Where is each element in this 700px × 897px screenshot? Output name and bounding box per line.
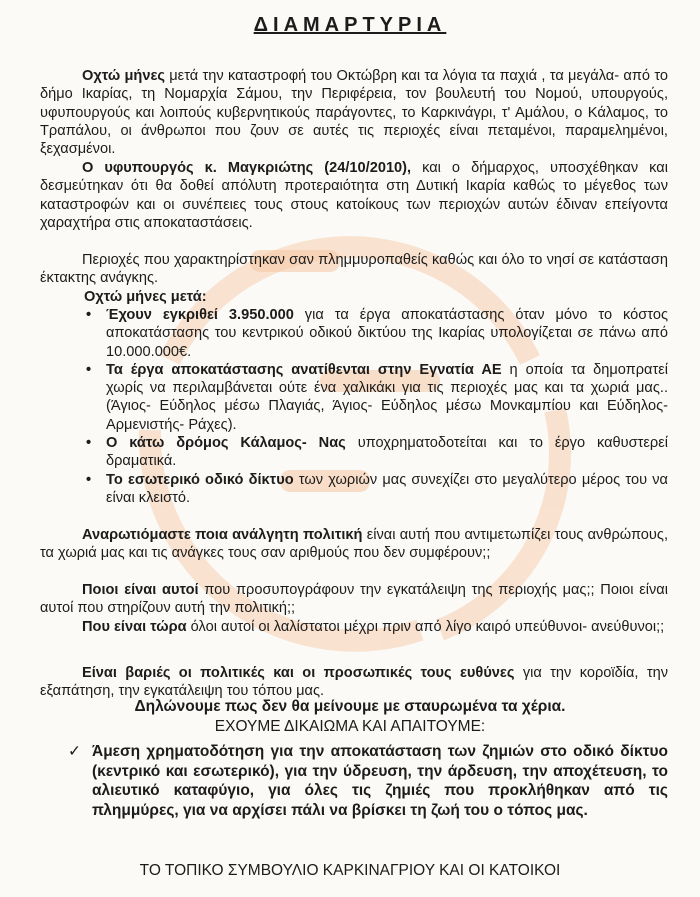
demand-text: Άμεση χρηματοδότηση για την αποκατάσταση των ζημιών στο οδικό δίκτυο (κεντρικό και εσωτερικό), για την ύδρευση, την άρδευση, την αποχέτευση, το αλιευτικό καταφύγιο, για όλες τις ζημιές που προκλήθηκαν από τις πλημμύρες, για να αρχίσει πάλι να βρίσκει τη ζωή του ο τόπος μας. [92, 743, 668, 819]
question-who-text: που προσυπογράφουν την εγκατάλειψη της περιοχής μας;; Ποιοι είναι αυτοί που στηρίζουν αυτή την πολιτική;; [40, 582, 668, 617]
bullet-marker: • [86, 471, 92, 488]
bullet-marker: • [86, 361, 92, 378]
paragraph-intro [40, 67, 668, 158]
question-who-bold: Ποιοι είναι αυτοί [82, 582, 199, 598]
bullet-text: για τα έργα αποκατάστασης όταν μόνο το κόστος αποκατάστασης του κεντρικού οδικού δικτύου της Ικαρίας υπολογίζεται σε πάνω από 10.000.000€. [106, 307, 668, 360]
subheading-eight-months: Οχτώ μήνες μετά: [84, 289, 207, 305]
question-where-bold: Που είναι τώρα [82, 619, 187, 635]
undersecretary-lead: Ο υφυπουργός κ. Μαγκριώτης (24/10/2010), [82, 160, 412, 176]
bullet-marker: • [86, 435, 92, 452]
question-where-text: όλοι αυτοί οι λαλίστατοι μέχρι πριν από λίγο καιρό υπεύθυνοι- ανεύθυνοι;; [186, 619, 665, 635]
paragraph-question-who [40, 581, 668, 618]
responsibility-text: για την κοροϊδία, την εξαπάτηση, την εγκατάλειψη του τόπου μας. [40, 665, 669, 700]
bullet-bold: Το εσωτερικό οδικό δίκτυο [106, 471, 294, 488]
list-item [86, 434, 668, 471]
checkmark-icon: ✓ [68, 743, 81, 760]
bullet-bold: Έχουν εγκριθεί 3.950.000 [106, 307, 294, 323]
bullet-marker: • [86, 307, 92, 323]
responsibility-bold: Είναι βαριές οι πολιτικές και οι προσωπικές τους ευθύνες [82, 665, 515, 681]
bullet-bold: Τα έργα αποκατάστασης ανατίθενται στην Εγνατία ΑΕ [106, 361, 502, 378]
demand-item [68, 742, 668, 820]
question-policy-text: είναι αυτή που αντιμετωπίζει τους ανθρώπους, τα χωριά μας και τις ανάγκες τους σαν αριθμούς που δεν συμφέρουν;; [40, 527, 668, 562]
bullet-text: η οποία τα δημοπρατεί χωρίς να περιλαμβάνεται ούτε ένα χαλικάκι για τις περιοχές μας και τα χωριά μας.. (Άγιος- Εύδηλος μέσω Πλαγιάς, Άγιος- Εύδηλος μέσω Μονκαμπίου και Εύδηλος- Αρμενιστής- Ράχες). [106, 361, 668, 433]
list-item [86, 306, 668, 361]
bullet-text: υποχρηματοδοτείται και το έργο καθυστερεί δραματικά. [106, 435, 668, 470]
question-policy-bold: Αναρωτιόμαστε ποια ανάλγητη πολιτική [82, 527, 363, 543]
undersecretary-text: και ο δήμαρχος, υποσχέθηκαν και δεσμεύτηκαν ότι θα δοθεί απόλυτη προτεραιότητα στη Δυτική Ικαρία καθώς το μέγεθος των καταστροφών και οι συνέπειες τους στους κατοίκους των περιοχών αυτών έδιναν επείγοντα χαραχτήρα στις αποκαταστάσεις. [40, 160, 668, 231]
document-title: ΔΙΑΜΑΡΤΥΡΙΑ [253, 14, 447, 36]
paragraph-responsibility [40, 664, 668, 701]
signature: ΤΟ ΤΟΠΙΚΟ ΣΥΜΒΟΥΛΙΟ ΚΑΡΚΙΝΑΓΡΙΟΥ ΚΑΙ ΟΙ ΚΑΤΟΙΚΟΙ [139, 862, 561, 879]
paragraph-question-policy [40, 526, 668, 563]
list-item [86, 361, 668, 434]
bullet-bold: Ο κάτω δρόμος Κάλαμος- Νας [106, 435, 346, 452]
paragraph-undersecretary [40, 159, 668, 232]
paragraph-question-where [40, 618, 668, 636]
bullet-text: των χωριών μας συνεχίζει στο μεγαλύτερο μέρος του να είναι κλειστό. [106, 471, 668, 506]
list-item [86, 471, 668, 508]
declaration: Δηλώνουμε πως δεν θα μείνουμε με σταυρωμένα τα χέρια. [134, 698, 566, 715]
demand-heading: ΕΧΟΥΜΕ ΔΙΚΑΙΩΜΑ ΚΑΙ ΑΠΑΙΤΟΥΜΕ: [214, 718, 486, 735]
intro-text: μετά την καταστροφή του Οκτώβρη και τα λόγια τα παχιά , τα μεγάλα- από το δήμο Ικαρίας, τη Νομαρχία Σάμου, την Περιφέρεια, τον βουλευτή του Νομού, υπουργούς, υφυπουργούς και λοιπούς κυβερνητικούς παράγοντες, το Καρκινάγρι, τ' Αμάλου, ο Κάλαμος, το Τραπάλου, οι άνθρωποι που ζουν σε αυτές τις περιοχές είναι πεταμένοι, παραμελημένοι, ξεχασμένοι. [40, 68, 668, 158]
bullet-list [86, 306, 668, 507]
paragraph-emergency: Περιοχές που χαρακτηρίστηκαν σαν πλημμυροπαθείς καθώς και όλο το νησί σε κατάσταση έκτακτης ανάγκης. [40, 252, 668, 287]
intro-lead: Οχτώ μήνες [82, 68, 165, 84]
